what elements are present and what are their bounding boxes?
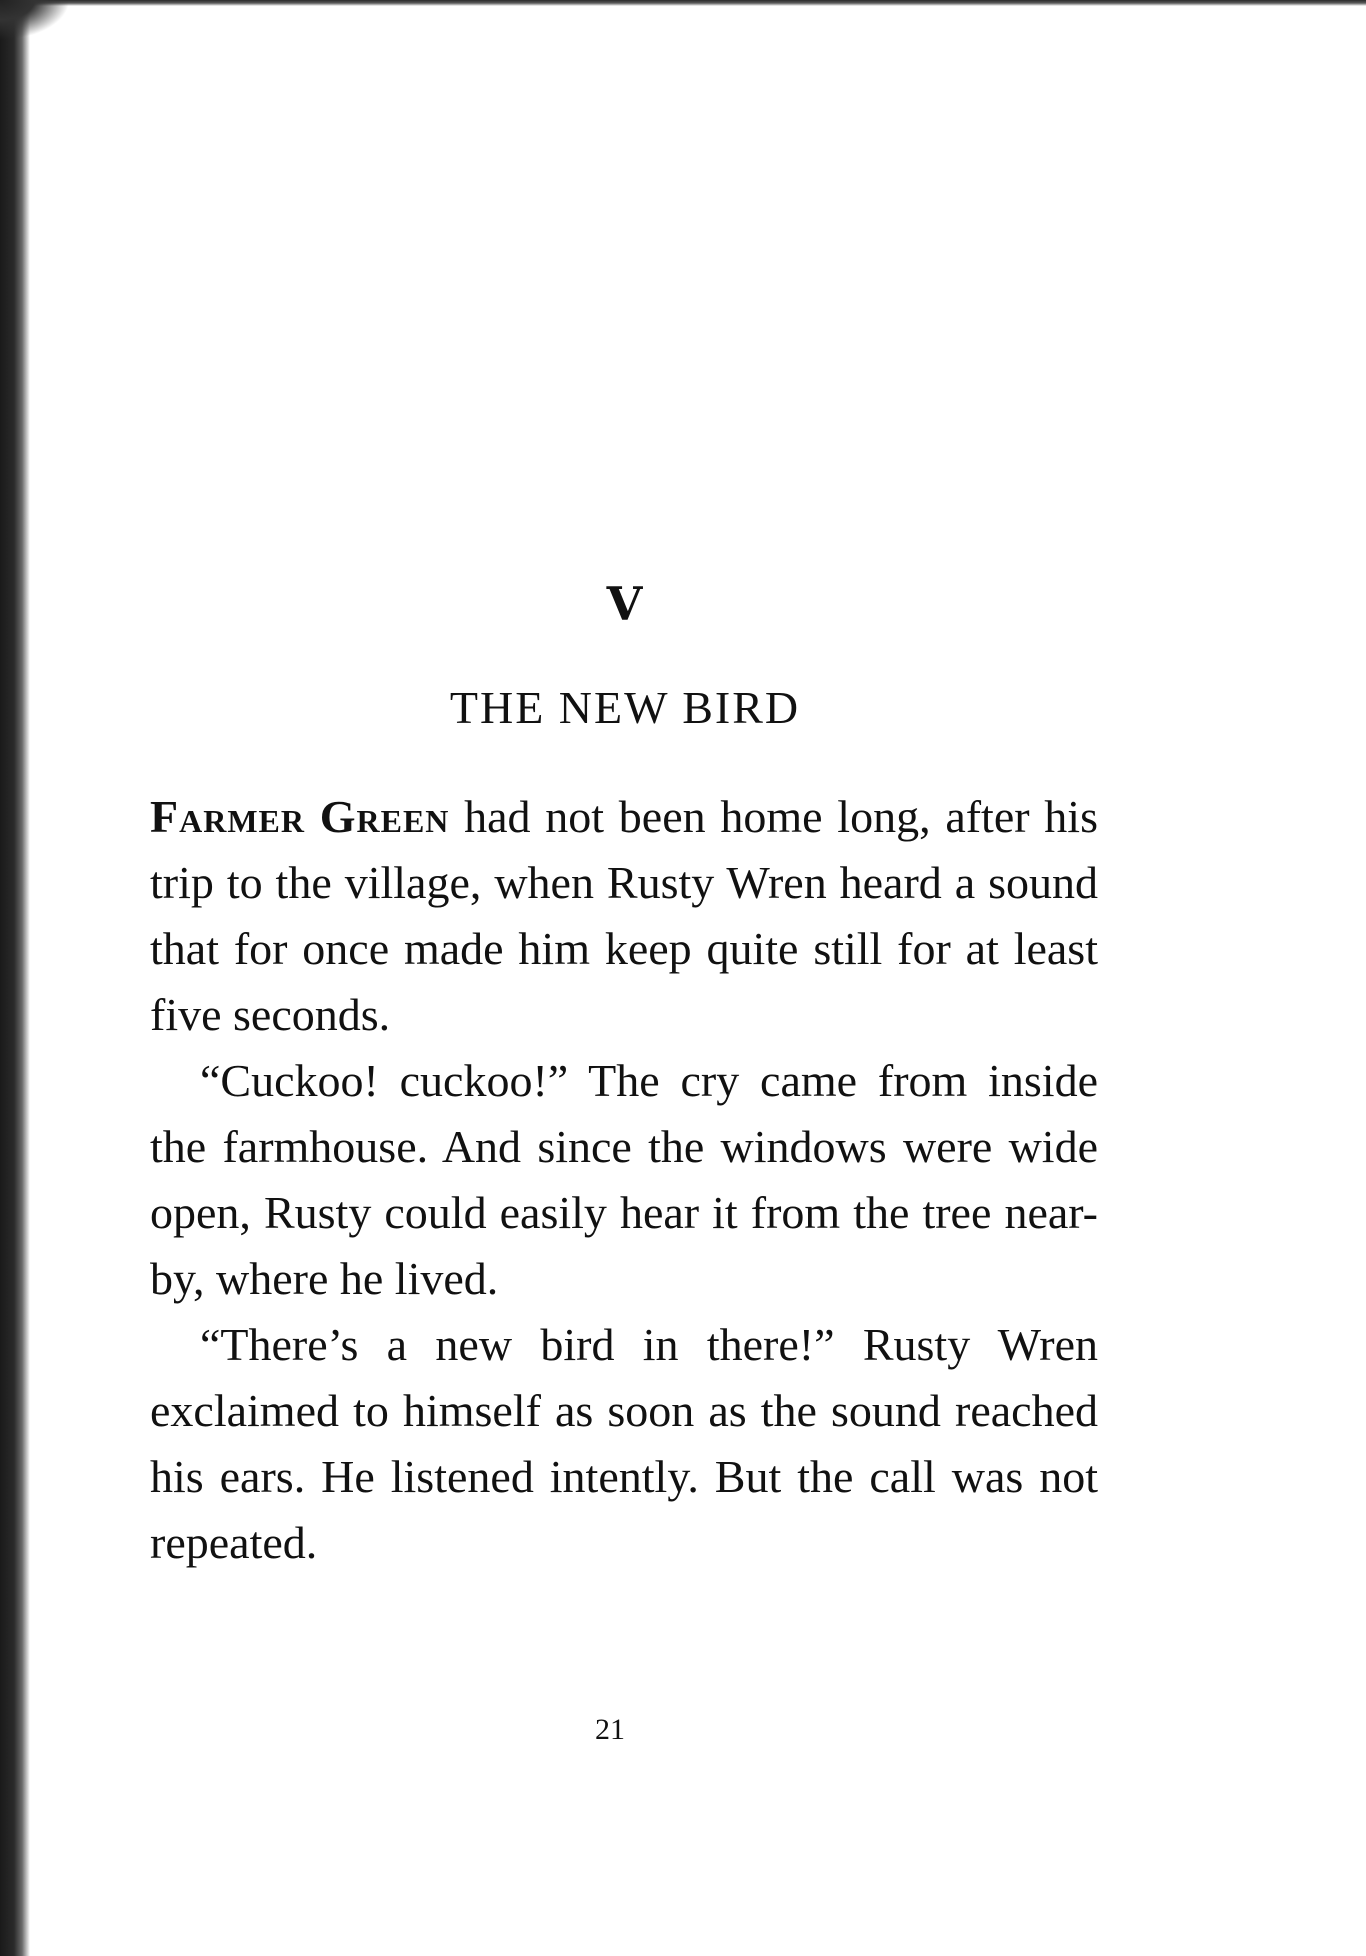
lead-word-green: Green	[319, 791, 450, 842]
chapter-body	[150, 784, 1098, 1576]
paragraph-3: “There’s a new bird in there!” Rusty Wren exclaimed to himself as soon as the sound reached his ears. He listened intently. But the call was not repeated.	[150, 1319, 1098, 1568]
paragraph-1	[150, 784, 1098, 1048]
page-number: 21	[595, 1713, 625, 1746]
chapter-title: THE NEW BIRD	[449, 682, 801, 733]
scan-edge-corner	[0, 0, 70, 40]
lead-word-farmer: Farmer	[150, 791, 305, 842]
chapter-number: V	[606, 577, 644, 631]
scan-edge-left	[0, 0, 30, 1956]
paragraph-2: “Cuckoo! cuckoo!” The cry came from inside the farmhouse. And since the windows were wide open, Rusty could easily hear it from the tree near-by, where he lived.	[150, 1055, 1098, 1304]
scan-edge-top	[0, 0, 1366, 6]
paragraph-1-text: had not been home long, after his trip to the village, when Rusty Wren heard a sound that for once made him keep quite still for at least five seconds.	[150, 791, 1098, 1040]
